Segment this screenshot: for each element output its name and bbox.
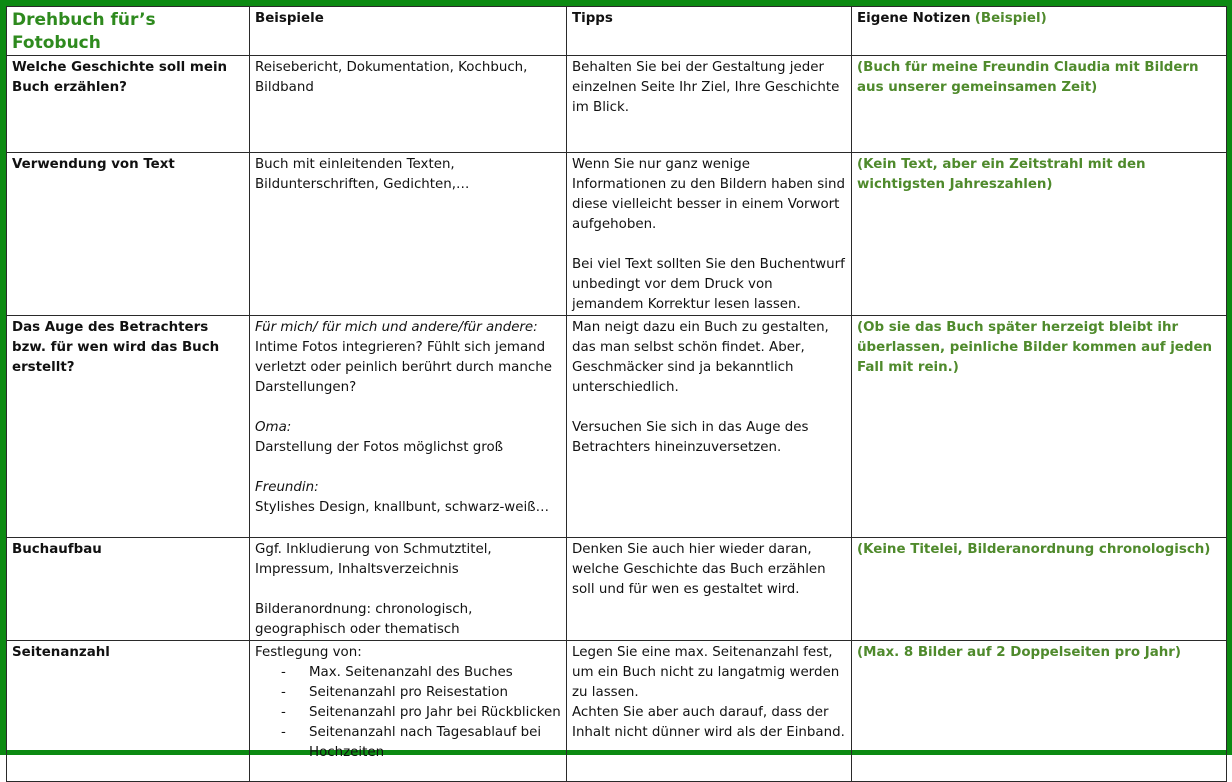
examples-text: Darstellung der Fotos möglichst groß [255, 440, 504, 455]
table-row [7, 56, 1227, 153]
list-item: - Seitenanzahl pro Reisestation [281, 685, 508, 700]
row-question: Welche Geschichte soll mein Buch erzählen? [7, 56, 250, 153]
header-row [7, 7, 1227, 56]
header-tips-cell [567, 7, 852, 56]
header-notes-cell [852, 7, 1227, 56]
examples-text: Ggf. Inkludierung von Schmutztitel, Impressum, Inhaltsverzeichnis [255, 542, 492, 577]
row-tips [567, 153, 852, 316]
screenplay-table [6, 6, 1227, 782]
examples-text: Buch mit einleitenden Texten, Bildunterschriften, Gedichten,… [255, 157, 470, 192]
examples-freundin-label: Freundin: [255, 480, 319, 495]
tips-text: Achten Sie aber auch darauf, dass der Inhalt nicht dünner wird als der Einband. [572, 705, 845, 740]
document-title: Drehbuch für’s Fotobuch [12, 10, 156, 53]
row-tips [567, 316, 852, 538]
tips-text: Man neigt dazu ein Buch zu gestalten, das man selbst schön findet. Aber, Geschmäcker sind ja bekanntlich unterschiedlich. [572, 320, 829, 395]
row-notes: (Kein Text, aber ein Zeitstrahl mit den wichtigsten Jahreszahlen) [852, 153, 1227, 316]
table-row [7, 538, 1227, 641]
list-item: - Seitenanzahl pro Jahr bei Rückblicken [281, 705, 561, 720]
tips-text: Bei viel Text sollten Sie den Buchentwurf unbedingt vor dem Druck von jemandem Korrektur lesen lassen. [572, 257, 845, 312]
tips-text: Wenn Sie nur ganz wenige Informationen zu den Bildern haben sind diese vielleicht besser in einem Vorwort aufgehoben. [572, 157, 845, 232]
row-examples [250, 538, 567, 641]
row-notes: (Buch für meine Freundin Claudia mit Bildern aus unserer gemeinsamen Zeit) [852, 56, 1227, 153]
examples-intro: Festlegung von: [255, 645, 362, 660]
column-header-notes-suffix: (Beispiel) [974, 11, 1047, 26]
row-tips [567, 538, 852, 641]
tips-text: Legen Sie eine max. Seitenanzahl fest, um ein Buch nicht zu langatmig werden zu lassen. [572, 645, 840, 700]
list-item: - Max. Seitenanzahl des Buches [281, 665, 513, 680]
row-question: Verwendung von Text [7, 153, 250, 316]
table-row [7, 153, 1227, 316]
examples-oma-label: Oma: [255, 420, 292, 435]
column-header-tips: Tipps [572, 11, 613, 26]
row-examples [250, 641, 567, 782]
tips-text: Behalten Sie bei der Gestaltung jeder einzelnen Seite Ihr Ziel, Ihre Geschichte im Blick. [572, 60, 840, 115]
row-tips [567, 56, 852, 153]
header-examples-cell [250, 7, 567, 56]
examples-text: Stylishes Design, knallbunt, schwarz-weiß… [255, 500, 550, 515]
examples-audience-label: Für mich/ für mich und andere/für andere: [255, 320, 538, 335]
column-header-examples: Beispiele [255, 11, 324, 26]
table-row [7, 641, 1227, 782]
row-examples [250, 316, 567, 538]
row-examples [250, 153, 567, 316]
table-row [7, 316, 1227, 538]
row-question: Buchaufbau [7, 538, 250, 641]
row-notes: (Keine Titelei, Bilderanordnung chronologisch) [852, 538, 1227, 641]
header-title-cell [7, 7, 250, 56]
row-notes: (Max. 8 Bilder auf 2 Doppelseiten pro Jahr) [852, 641, 1227, 782]
examples-text: Intime Fotos integrieren? Fühlt sich jemand verletzt oder peinlich berührt durch manche Darstellungen? [255, 340, 552, 395]
examples-text: Reisebericht, Dokumentation, Kochbuch, Bildband [255, 60, 528, 95]
list-item: - Seitenanzahl nach Tagesablauf bei Hochzeiten [281, 725, 542, 760]
examples-text: Bilderanordnung: chronologisch, geographisch oder thematisch [255, 602, 473, 637]
examples-dash-list [255, 663, 561, 763]
row-question: Seitenanzahl [7, 641, 250, 782]
column-header-notes: Eigene Notizen [857, 11, 971, 26]
row-tips [567, 641, 852, 782]
tips-text: Denken Sie auch hier wieder daran, welche Geschichte das Buch erzählen soll und für wen es gestaltet wird. [572, 542, 826, 597]
row-notes: (Ob sie das Buch später herzeigt bleibt ihr überlassen, peinliche Bilder kommen auf jeden Fall mit rein.) [852, 316, 1227, 538]
tips-text: Versuchen Sie sich in das Auge des Betrachters hineinzuversetzen. [572, 420, 809, 455]
row-question: Das Auge des Betrachters bzw. für wen wird das Buch erstellt? [7, 316, 250, 538]
row-examples [250, 56, 567, 153]
